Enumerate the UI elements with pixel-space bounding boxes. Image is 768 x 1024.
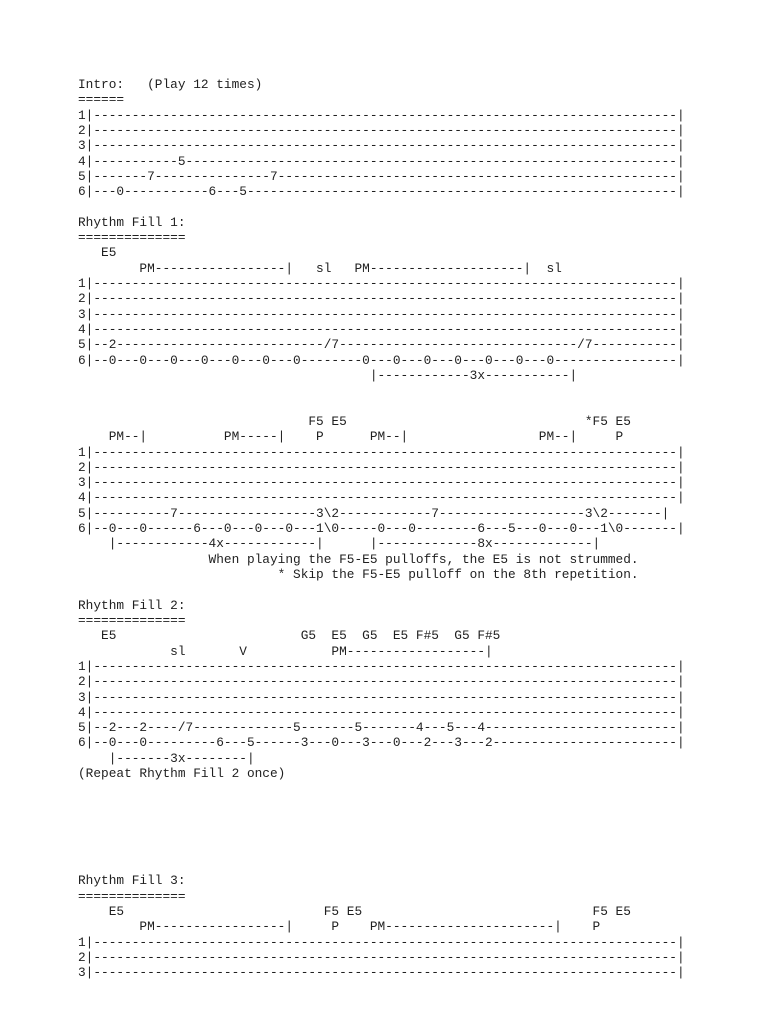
guitar-tablature — [78, 77, 758, 980]
blank-line — [78, 200, 758, 215]
repeat-bracket: |-------3x--------| — [78, 750, 255, 766]
blank-line — [78, 843, 758, 858]
section-underline: ====== — [78, 92, 125, 108]
tab-text-line: * Skip the F5-E5 pulloff on the 8th repetition. — [78, 567, 639, 582]
blank-line — [78, 797, 758, 812]
blank-line — [78, 827, 758, 842]
tab-string-line: 3|----------------------------------------------------------------------------| — [78, 475, 685, 491]
section-heading: Intro: (Play 12 times) — [78, 77, 263, 92]
blank-line — [78, 399, 758, 414]
tab-string-line: 4|----------------------------------------------------------------------------| — [78, 704, 685, 720]
repeat-bracket: |------------4x------------| |-------------8x-------------| — [78, 536, 601, 552]
tab-string-line: 4|----------------------------------------------------------------------------| — [78, 490, 685, 506]
blank-line — [78, 781, 758, 796]
tab-string-line: 4|-----------5----------------------------------------------------------------| — [78, 153, 685, 169]
tab-string-line: 3|----------------------------------------------------------------------------| — [78, 965, 685, 981]
tab-string-line: 3|----------------------------------------------------------------------------| — [78, 689, 685, 705]
section-heading: Rhythm Fill 2: — [78, 597, 186, 613]
tab-string-line: 6|---0-----------6---5--------------------------------------------------------| — [78, 184, 685, 200]
tab-string-line: 6|--0---0---------6---5------3---0---3---0---2---3---2------------------------| — [78, 735, 685, 751]
tab-string-line: 5|--2---------------------------/7-------------------------------/7-----------| — [78, 337, 685, 353]
tab-string-line: 6|--0---0---0---0---0---0---0--------0---0---0---0---0---0---0----------------| — [78, 352, 685, 368]
tab-string-line: 2|----------------------------------------------------------------------------| — [78, 122, 685, 138]
tab-text-line: When playing the F5-E5 pulloffs, the E5 is not strummed. — [78, 551, 639, 567]
tab-text-line: PM-----------------| P PM----------------------| P — [78, 919, 601, 935]
tab-text-line: E5 — [78, 245, 117, 261]
blank-line — [78, 858, 758, 873]
repeat-bracket: |------------3x-----------| — [78, 367, 578, 383]
blank-line — [78, 582, 758, 597]
tab-string-line: 6|--0---0------6---0---0---0---1\0-----0---0--------6---5---0---0---1\0-------| — [78, 521, 685, 537]
tab-string-line: 2|----------------------------------------------------------------------------| — [78, 459, 685, 475]
tab-text-line: F5 E5 *F5 E5 — [78, 413, 631, 429]
section-underline: ============== — [78, 230, 186, 246]
tab-text-line: (Repeat Rhythm Fill 2 once) — [78, 766, 286, 782]
tab-string-line: 5|--2---2----/7-------------5-------5-------4---5---4-------------------------| — [78, 720, 685, 736]
tab-string-line: 3|----------------------------------------------------------------------------| — [78, 306, 685, 322]
section-heading: Rhythm Fill 3: — [78, 873, 186, 889]
tab-string-line: 5|-------7---------------7----------------------------------------------------| — [78, 168, 685, 184]
tab-text-line: sl V PM------------------| — [78, 643, 493, 659]
tab-string-line: 1|----------------------------------------------------------------------------| — [78, 658, 685, 674]
tab-text-line: E5 F5 E5 F5 E5 — [78, 903, 631, 919]
blank-line — [78, 812, 758, 827]
section-underline: ============== — [78, 612, 186, 628]
tab-string-line: 1|----------------------------------------------------------------------------| — [78, 107, 685, 123]
tab-string-line: 5|----------7------------------3\2------------7-------------------3\2-------| — [78, 505, 670, 521]
tab-string-line: 3|----------------------------------------------------------------------------| — [78, 138, 685, 154]
tab-string-line: 1|----------------------------------------------------------------------------| — [78, 934, 685, 950]
tab-text-line: PM-----------------| sl PM--------------------| sl — [78, 260, 562, 276]
tab-text-line: E5 G5 E5 G5 E5 F#5 G5 F#5 — [78, 628, 501, 644]
tab-string-line: 1|----------------------------------------------------------------------------| — [78, 444, 685, 460]
tab-string-line: 2|----------------------------------------------------------------------------| — [78, 674, 685, 690]
tab-string-line: 4|----------------------------------------------------------------------------| — [78, 322, 685, 337]
tab-text-line: PM--| PM-----| P PM--| PM--| P — [78, 429, 624, 445]
section-underline: ============== — [78, 888, 186, 904]
tab-string-line: 2|----------------------------------------------------------------------------| — [78, 949, 685, 965]
section-heading: Rhythm Fill 1: — [78, 214, 186, 230]
tab-string-line: 2|----------------------------------------------------------------------------| — [78, 291, 685, 307]
blank-line — [78, 383, 758, 398]
tab-string-line: 1|----------------------------------------------------------------------------| — [78, 276, 685, 292]
